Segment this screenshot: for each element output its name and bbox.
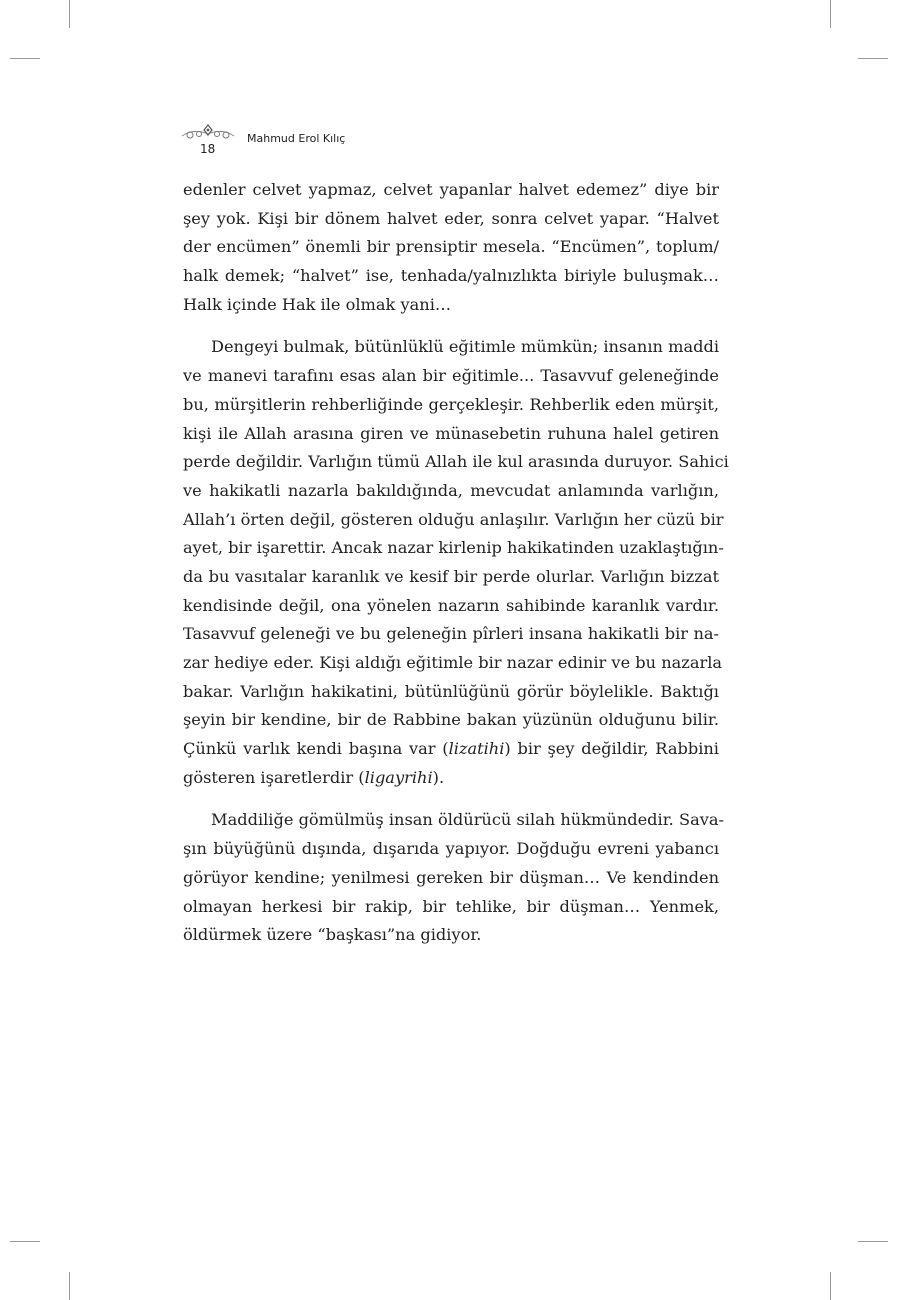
crop-mark-top-right [830, 0, 831, 28]
text-line: Halk içinde Hak ile olmak yani… [183, 294, 452, 314]
text-line: şın büyüğünü dışında, dışarıda yapıyor. Doğduğu evreni yabancı [183, 839, 719, 859]
text-line: bu, mürşitlerin rehberliğinde gerçekleşir. Rehberlik eden mürşit, [183, 394, 719, 414]
text-line: Allah’ı örten değil, gösteren olduğu anlaşılır. Varlığın her cüzü bir [183, 509, 724, 529]
crop-mark-bottom-left [69, 1272, 70, 1300]
paragraph-3 [183, 806, 724, 949]
text-line: kişi ile Allah arasına giren ve münasebetin ruhuna halel getiren [183, 423, 719, 443]
text-line: Dengeyi bulmak, bütünlüklü eğitimle mümkün; insanın maddi [211, 337, 719, 357]
text-line: Çünkü varlık kendi başına var (lizatihi) bir şey değildir, Rabbini [183, 739, 719, 759]
crop-mark-left-bottom [10, 1241, 40, 1242]
text-line: şey yok. Kişi bir dönem halvet eder, sonra celvet yapar. “Halvet [183, 208, 719, 228]
text-line: da bu vasıtalar karanlık ve kesif bir perde olurlar. Varlığın bizzat [183, 566, 719, 586]
text-line: ve hakikatli nazarla bakıldığında, mevcudat anlamında varlığın, [183, 480, 719, 500]
text-line: Tasavvuf geleneği ve bu geleneğin pîrleri insana hakikatli bir na- [183, 624, 719, 644]
text-line: halk demek; “halvet” ise, tenhada/yalnızlıkta biriyle buluşmak… [183, 266, 719, 286]
text-line: bakar. Varlığın hakikatini, bütünlüğünü görür böylelikle. Baktığı [183, 681, 719, 701]
crop-mark-right-bottom [858, 1241, 888, 1242]
text-line: zar hediye eder. Kişi aldığı eğitimle bir nazar edinir ve bu nazarla [183, 653, 723, 672]
text-line: ayet, bir işarettir. Ancak nazar kirlenip hakikatinden uzaklaştığın- [183, 538, 724, 558]
text-line: öldürmek üzere “başkası”na gidiyor. [183, 925, 482, 945]
text-line: ve manevi tarafını esas alan bir eğitimle... Tasavvuf geleneğinde [183, 366, 719, 386]
crop-mark-right-top [858, 58, 888, 59]
paragraph-1 [183, 176, 719, 319]
paragraph-2 [183, 333, 729, 792]
running-head-author: Mahmud Erol Kılıç [247, 132, 346, 145]
text-line: şeyin bir kendine, bir de Rabbine bakan yüzünün olduğunu bilir. [183, 710, 719, 730]
crop-mark-bottom-right [830, 1272, 831, 1300]
text-line: edenler celvet yapmaz, celvet yapanlar halvet edemez” diye bir [183, 180, 719, 199]
text-line: kendisinde değil, ona yönelen nazarın sahibinde karanlık vardır. [183, 595, 719, 615]
running-head [180, 122, 540, 162]
body-text [183, 176, 729, 964]
text-line: Maddiliğe gömülmüş insan öldürücü silah hükmündedir. Sava- [211, 810, 724, 830]
crop-mark-left-top [10, 58, 40, 59]
text-line: gösteren işaretlerdir (ligayrihi). [183, 767, 445, 787]
text-line: görüyor kendine; yenilmesi gereken bir düşman… Ve kendinden [183, 867, 719, 887]
crop-mark-top-left [69, 0, 70, 28]
floral-ornament-icon [180, 122, 236, 144]
page-number: 18 [200, 142, 216, 156]
text-line: der encümen” önemli bir prensiptir mesela. “Encümen”, toplum/ [183, 237, 719, 257]
text-line: perde değildir. Varlığın tümü Allah ile kul arasında duruyor. Sahici [183, 452, 729, 472]
text-line: olmayan herkesi bir rakip, bir tehlike, bir düşman… Yenmek, [183, 896, 719, 916]
